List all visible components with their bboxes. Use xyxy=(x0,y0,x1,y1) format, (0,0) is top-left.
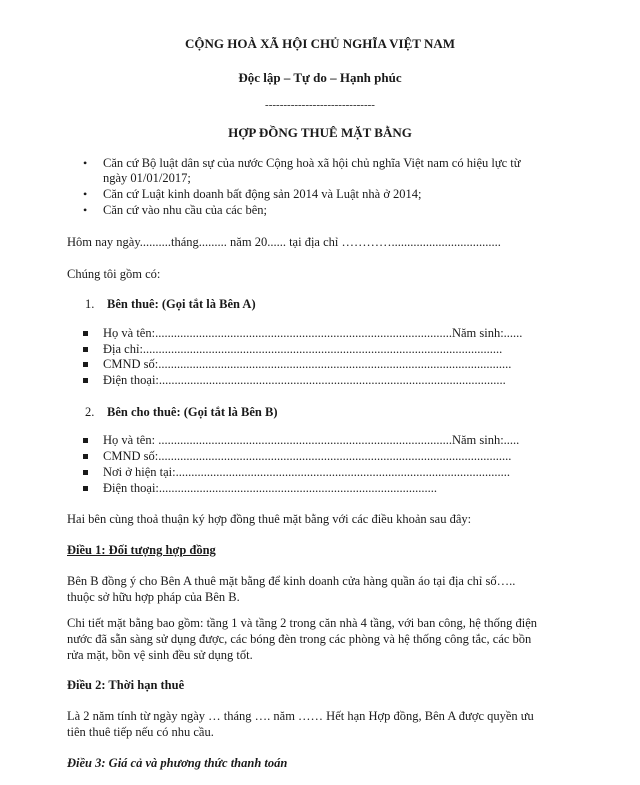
article-2-title: Điều 2: Thời hạn thuê xyxy=(67,678,185,692)
party-a-field-phone: Điện thoại:............................................................................................................... xyxy=(103,373,506,387)
basis-item-3: • Căn cứ vào nhu cầu của các bên; xyxy=(103,204,267,217)
country-heading: CỘNG HOÀ XÃ HỘI CHỦ NGHĨA VIỆT NAM xyxy=(184,36,456,51)
article-1-para-1-line-1: Bên B đồng ý cho Bên A thuê mặt bằng để kinh doanh cửa hàng quần áo tại địa chỉ số….. xyxy=(67,574,516,588)
party-b-field-phone: Điện thoại:......................................................................................... xyxy=(103,481,438,495)
party-b-title: Bên cho thuê: (Gọi tắt là Bên B) xyxy=(107,405,278,419)
basis-item-1: • Căn cứ Bộ luật dân sự của nước Cộng hoà xã hội chủ nghĩa Việt nam có hiệu lực từ xyxy=(103,157,521,170)
party-b-field-id: CMND số:................................................................................................................. xyxy=(103,449,512,463)
party-a-title: Bên thuê: (Gọi tắt là Bên A) xyxy=(107,297,256,311)
basis-item-1-cont: ngày 01/01/2017; xyxy=(103,171,191,185)
party-a-field-id: CMND số:................................................................................................................. xyxy=(103,357,512,371)
party-b-number: 2. xyxy=(85,405,95,419)
article-1-para-2-line-2: nước đã sẵn sàng sử dụng được, các bóng đèn trong các phòng và hệ thống công tắc, các bồn xyxy=(67,632,532,646)
party-a-field-address: Địa chỉ:................................................................................................................... xyxy=(103,342,503,356)
article-1-title: Điều 1: Đối tượng hợp đồng xyxy=(67,543,216,557)
date-line: Hôm nay ngày..........tháng......... năm 20...... tại địa chỉ …………................................... xyxy=(67,235,501,249)
article-1-para-2-line-3: rửa mặt, bồn vệ sinh đều sử dụng tốt. xyxy=(67,648,253,662)
header-divider: ------------------------------ xyxy=(265,99,375,111)
agreement-text: Hai bên cùng thoả thuận ký hợp đồng thuê mặt bằng với các điều khoản sau đây: xyxy=(67,512,472,526)
party-a-field-name: Họ và tên:...............................................................................................Năm sinh:...... xyxy=(103,326,523,340)
article-2-line-2: tiên thuê tiếp nếu có nhu cầu. xyxy=(67,725,214,739)
party-a-number: 1. xyxy=(85,297,95,311)
intro-text: Chúng tôi gồm có: xyxy=(67,267,161,281)
motto: Độc lập – Tự do – Hạnh phúc xyxy=(238,70,402,85)
article-1-para-1-line-2: thuộc sở hữu hợp pháp của Bên B. xyxy=(67,590,240,604)
basis-item-2: • Căn cứ Luật kinh doanh bất động sản 2014 và Luật nhà ở 2014; xyxy=(103,188,422,201)
party-b-field-residence: Nơi ở hiện tại:........................................................................................................... xyxy=(103,465,510,479)
article-2-line-1: Là 2 năm tính từ ngày ngày … tháng …. năm …… Hết hạn Hợp đồng, Bên A được quyền ưu xyxy=(67,709,534,723)
article-1-para-2-line-1: Chi tiết mặt bằng bao gồm: tầng 1 và tầng 2 trong căn nhà 4 tầng, với ban công, hệ thống điện xyxy=(67,616,538,630)
article-3-title: Điều 3: Giá cả và phương thức thanh toán xyxy=(67,756,288,770)
party-b-field-name: Họ và tên: ..............................................................................................Năm sinh:..... xyxy=(103,433,520,447)
document-title: HỢP ĐỒNG THUÊ MẶT BẰNG xyxy=(228,125,412,140)
